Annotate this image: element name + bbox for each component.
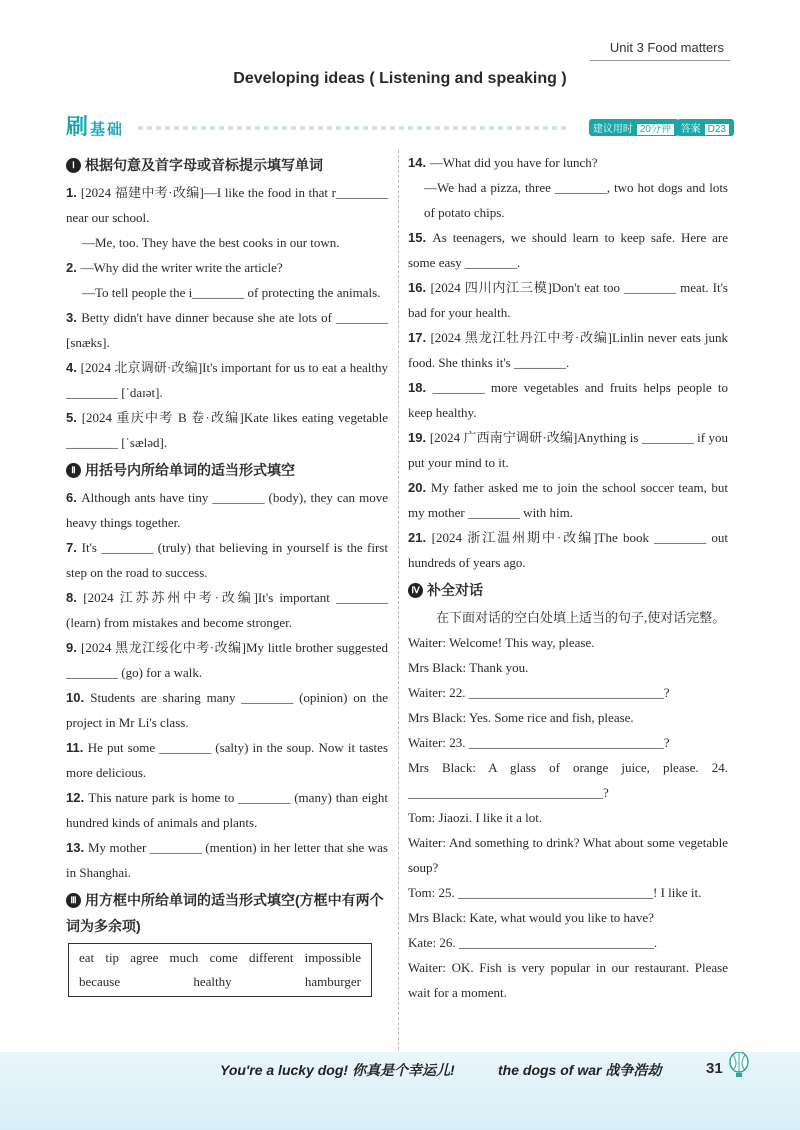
- exercise-item: [66, 355, 388, 405]
- item-number: 21.: [408, 530, 432, 545]
- item-text: He put some ________ (salty) in the soup. Now it tastes more delicious.: [66, 740, 388, 780]
- item-number: 10.: [66, 690, 91, 705]
- item-text: [2024 黑龙江牡丹江中考·改编]Linlin never eats junk food. She thinks it's ________.: [408, 330, 728, 370]
- exercise-item: [66, 180, 388, 230]
- exercise-item: [408, 525, 728, 575]
- section-2-title: [66, 457, 388, 483]
- exercise-item: [66, 280, 388, 305]
- section-title-text: 用方框中所给单词的适当形式填空(方框中有两个词为多余项): [66, 892, 384, 934]
- item-text: ________ more vegetables and fruits helps people to keep healthy.: [408, 380, 728, 420]
- section-3-items: [408, 150, 728, 575]
- exercise-item: [66, 685, 388, 735]
- time-tag: [589, 119, 679, 136]
- section-banner: [66, 115, 734, 139]
- dialogue-line: [408, 730, 728, 755]
- speaker: Mrs Black:: [408, 710, 469, 725]
- speaker: Waiter:: [408, 685, 450, 700]
- time-value: 20分钟: [636, 123, 675, 136]
- exercise-item: [408, 150, 728, 175]
- page-title: Developing ideas ( Listening and speaking ): [233, 70, 567, 87]
- answer-label: 答案: [680, 124, 701, 135]
- exercise-item: [408, 325, 728, 375]
- dialogue-line: [408, 905, 728, 930]
- word-box-word: much: [169, 950, 199, 965]
- footer-phrase-1: You're a lucky dog! 你真是个幸运儿!: [220, 1062, 455, 1078]
- word-box-word: eat: [79, 950, 95, 965]
- item-number: 16.: [408, 280, 431, 295]
- column-divider: [398, 150, 399, 1050]
- exercise-item: [66, 585, 388, 635]
- dialogue-line: [408, 680, 728, 705]
- item-text: [2024 广西南宁调研·改编]Anything is ________ if you put your mind to it.: [408, 430, 728, 470]
- item-number: 17.: [408, 330, 431, 345]
- speaker: Tom:: [408, 885, 439, 900]
- section-1-title: [66, 152, 388, 178]
- speaker: Tom:: [408, 810, 439, 825]
- speaker: Waiter:: [408, 635, 449, 650]
- speaker: Mrs Black:: [408, 660, 470, 675]
- section-title-text: 补全对话: [427, 582, 483, 598]
- exercise-item: [408, 425, 728, 475]
- item-text: This nature park is home to ________ (many) than eight hundred kinds of animals and plants.: [66, 790, 389, 830]
- unit-header: Unit 3 Food matters: [609, 40, 724, 55]
- speaker: Waiter:: [408, 735, 450, 750]
- item-text: My mother ________ (mention) in her letter that she was in Shanghai.: [66, 840, 388, 880]
- item-number: 3.: [66, 310, 82, 325]
- item-text: Students are sharing many ________ (opinion) on the project in Mr Li's class.: [66, 690, 388, 730]
- section-1-items: [66, 180, 388, 455]
- section-badge: Ⅳ: [408, 583, 423, 598]
- answer-page: D23: [704, 123, 730, 136]
- banner-logo: [66, 115, 124, 142]
- item-number: 14.: [408, 155, 430, 170]
- item-number: 9.: [66, 640, 81, 655]
- item-number: 20.: [408, 480, 431, 495]
- footer-phrase-2: the dogs of war 战争浩劫: [498, 1062, 662, 1078]
- balloon-icon: [728, 1052, 750, 1083]
- item-number: 11.: [66, 740, 88, 755]
- item-text: It's ________ (truly) that believing in yourself is the first step on the road to success.: [66, 540, 388, 580]
- exercise-item: [408, 225, 728, 275]
- dialogue-text: OK. Fish is very popular in our restaurant. Please wait for a moment.: [408, 960, 729, 1000]
- word-box-word: tip: [105, 950, 120, 965]
- section-3-title: [66, 887, 388, 939]
- dialogue-line: [408, 755, 728, 805]
- section-4-title: [408, 577, 728, 603]
- item-text: Betty didn't have dinner because she ate lots of ________ [snæks].: [66, 310, 388, 350]
- section-badge: Ⅱ: [66, 463, 81, 478]
- exercise-item: [66, 835, 388, 885]
- item-text: —We had a pizza, three ________, two hot dogs and lots of potato chips.: [424, 180, 728, 220]
- item-number: 4.: [66, 360, 81, 375]
- item-number: 18.: [408, 380, 433, 395]
- item-text: [2024 福建中考·改编]—I like the food in that r________ near our school.: [66, 185, 388, 225]
- dialogue-line: [408, 805, 728, 830]
- dialogue-text: 23. ______________________________?: [449, 735, 670, 750]
- exercise-item: [408, 275, 728, 325]
- item-number: 15.: [408, 230, 433, 245]
- dialogue-line: [408, 955, 728, 1005]
- word-box-word: hamburger: [304, 974, 361, 989]
- dialogue-intro: 在下面对话的空白处填上适当的句子,使对话完整。: [436, 610, 726, 625]
- dialogue-line: [408, 705, 728, 730]
- dialogue-line: [408, 830, 728, 880]
- section-title-text: 根据句意及首字母或音标提示填写单词: [85, 157, 323, 173]
- item-number: 8.: [66, 590, 84, 605]
- section-badge: Ⅰ: [66, 158, 81, 173]
- exercise-item: [66, 305, 388, 355]
- speaker: Waiter:: [408, 960, 452, 975]
- right-column: [408, 150, 728, 1005]
- dialogue-text: Kate, what would you like to have?: [469, 910, 654, 925]
- item-number: 19.: [408, 430, 430, 445]
- item-text: —Me, too. They have the best cooks in our town.: [82, 235, 340, 250]
- item-text: [2024 浙江温州期中·改编]The book ________ out hundreds of years ago.: [408, 530, 729, 570]
- exercise-item: [408, 475, 728, 525]
- header-rule: [590, 60, 730, 61]
- exercise-item: [408, 175, 728, 225]
- item-text: [2024 黑龙江绥化中考·改编]My little brother suggested ________ (go) for a walk.: [66, 640, 388, 680]
- item-text: [2024 四川内江三模]Don't eat too ________ meat. It's bad for your health.: [408, 280, 728, 320]
- dialogue-line: [408, 880, 728, 905]
- exercise-item: [66, 785, 388, 835]
- dialogue-text: 25. ______________________________! I like it.: [438, 885, 702, 900]
- logo-sub: 基础: [90, 121, 125, 138]
- item-number: 13.: [66, 840, 88, 855]
- word-box-word: agree: [130, 950, 159, 965]
- exercise-item: [66, 635, 388, 685]
- item-text: —Why did the writer write the article?: [80, 260, 283, 275]
- item-number: 1.: [66, 185, 81, 200]
- word-box-word: healthy: [193, 974, 232, 989]
- dialogue-text: Welcome! This way, please.: [448, 635, 595, 650]
- speaker: Kate:: [408, 935, 440, 950]
- exercise-item: [66, 405, 388, 455]
- answer-tag: [677, 119, 734, 136]
- item-number: 2.: [66, 260, 81, 275]
- word-box-word: come: [209, 950, 238, 965]
- dialogue-text: Thank you.: [469, 660, 529, 675]
- word-box: [68, 943, 372, 997]
- dialogue-line: [408, 930, 728, 955]
- item-text: My father asked me to join the school soccer team, but my mother ________ with him.: [408, 480, 728, 520]
- exercise-item: [66, 230, 388, 255]
- item-text: [2024 江苏苏州中考·改编]It's important ________ (learn) from mistakes and become stronger.: [66, 590, 388, 630]
- dialogue-text: 26. ______________________________.: [439, 935, 658, 950]
- dialogue-text: And something to drink? What about some vegetable soup?: [408, 835, 728, 875]
- word-box-word: impossible: [304, 950, 361, 965]
- banner-dots: [138, 126, 569, 130]
- dialogue-text: 22. ______________________________?: [449, 685, 670, 700]
- logo-main: 刷: [66, 114, 91, 139]
- item-number: 7.: [66, 540, 82, 555]
- dialogue-text: Yes. Some rice and fish, please.: [468, 710, 634, 725]
- speaker: Waiter:: [408, 835, 449, 850]
- item-text: —To tell people the i________ of protecting the animals.: [82, 285, 381, 300]
- section-badge: Ⅲ: [66, 893, 81, 908]
- exercise-item: [66, 535, 388, 585]
- page-number: 31: [706, 1060, 723, 1077]
- word-box-word: different: [248, 950, 294, 965]
- section-2-items: [66, 485, 388, 885]
- item-text: [2024 重庆中考 B 卷·改编]Kate likes eating vegetable ________ [ˈsæləd].: [66, 410, 388, 450]
- dialogue-line: [408, 655, 728, 680]
- exercise-item: [408, 375, 728, 425]
- item-text: Although ants have tiny ________ (body), they can move heavy things together.: [66, 490, 388, 530]
- dialogue-line: [408, 630, 728, 655]
- left-column: [66, 150, 388, 997]
- exercise-item: [66, 255, 388, 280]
- time-label: 建议用时: [592, 124, 633, 135]
- word-box-word: because: [79, 974, 121, 989]
- dialogue-text: Jiaozi. I like it a lot.: [438, 810, 543, 825]
- speaker: Mrs Black:: [408, 760, 489, 775]
- item-text: As teenagers, we should learn to keep safe. Here are some easy ________.: [408, 230, 729, 270]
- dialogue-text: A glass of orange juice, please. 24. ______________________________?: [408, 760, 728, 800]
- item-text: [2024 北京调研·改编]It's important for us to eat a healthy ________ [ˈdaɪət].: [66, 360, 388, 400]
- item-number: 6.: [66, 490, 82, 505]
- item-number: 5.: [66, 410, 82, 425]
- exercise-item: [66, 735, 388, 785]
- section-title-text: 用括号内所给单词的适当形式填空: [85, 462, 295, 478]
- exercise-item: [66, 485, 388, 535]
- item-text: —What did you have for lunch?: [429, 155, 598, 170]
- item-number: 12.: [66, 790, 89, 805]
- dialogue: [408, 630, 728, 1005]
- speaker: Mrs Black:: [408, 910, 470, 925]
